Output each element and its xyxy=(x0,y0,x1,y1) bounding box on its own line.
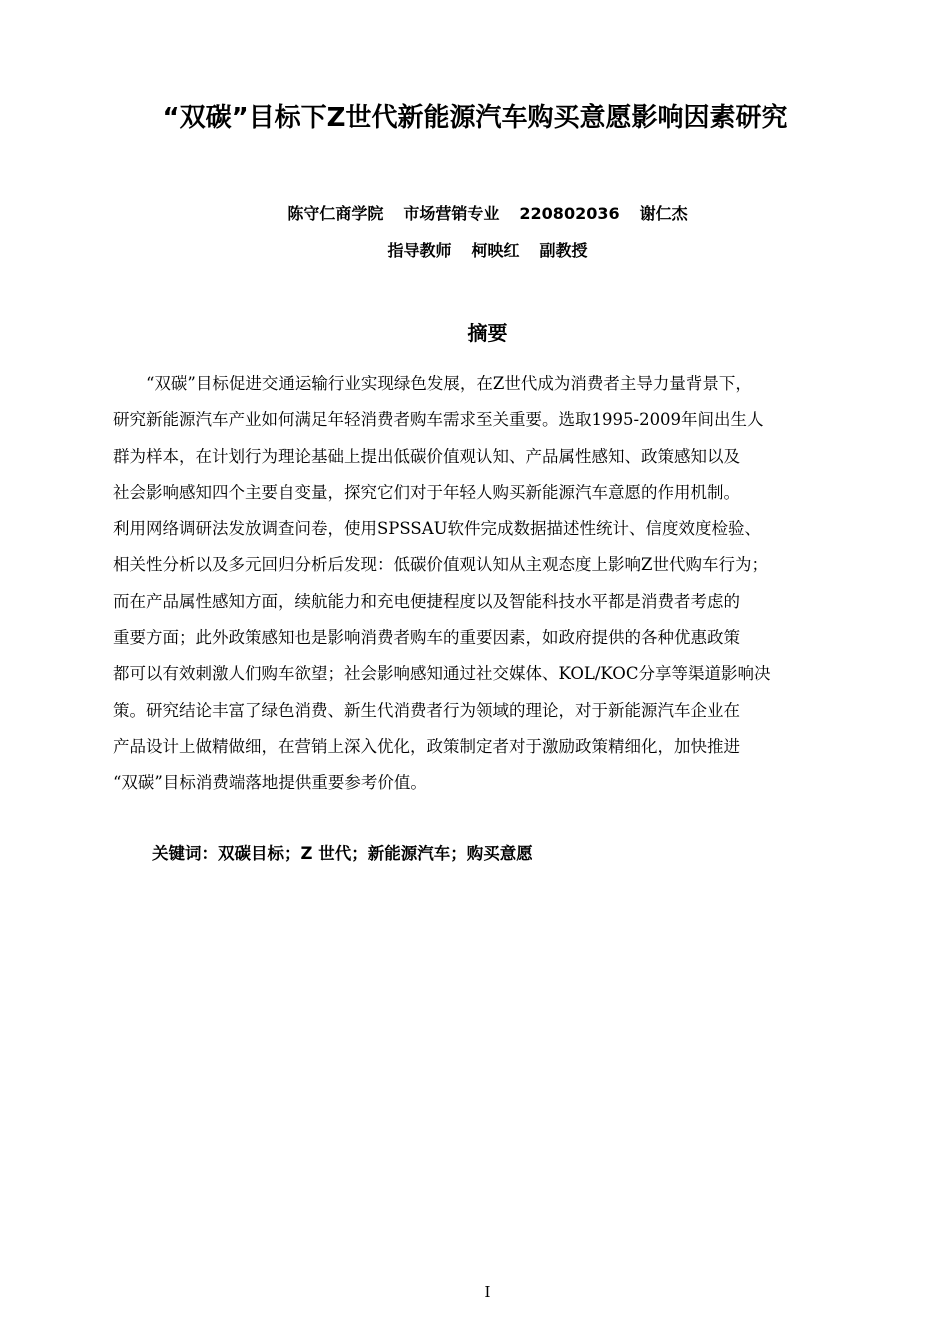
author-info-line xyxy=(0,202,950,226)
advisor-info-line xyxy=(0,239,950,263)
abstract-line: 产品设计上做精做细，在营销上深入优化，政策制定者对于激励政策精细化，加快推进 xyxy=(113,736,740,756)
advisor-label: 指导教师 xyxy=(387,241,452,260)
abstract-line: 研究新能源汽车产业如何满足年轻消费者购车需求至关重要。选取1995-2009年间出生人 xyxy=(113,410,764,430)
abstract-body xyxy=(113,366,873,802)
abstract-line: 相关性分析以及多元回归分析后发现：低碳价值观认知从主观态度上影响Z世代购车行为； xyxy=(113,555,768,575)
student-id: 220802036 xyxy=(519,204,620,223)
abstract-line: 都可以有效刺激人们购车欲望；社会影响感知通过社交媒体、KOL/KOC分享等渠道影响决 xyxy=(113,664,771,684)
abstract-line: 而在产品属性感知方面，续航能力和充电便捷程度以及智能科技水平都是消费者考虑的 xyxy=(113,591,740,611)
keywords-line: 关键词：双碳目标；Z 世代；新能源汽车；购买意愿 xyxy=(152,844,533,863)
page-number: I xyxy=(484,1283,491,1301)
abstract-line: 策。研究结论丰富了绿色消费、新生代消费者行为领域的理论，对于新能源汽车企业在 xyxy=(113,700,740,720)
advisor-title: 副教授 xyxy=(539,241,588,260)
major-name: 市场营销专业 xyxy=(403,204,500,223)
college-name: 陈守仁商学院 xyxy=(287,204,384,223)
advisor-name: 柯映红 xyxy=(471,241,520,260)
student-name: 谢仁杰 xyxy=(639,204,688,223)
abstract-line: “双碳”目标促进交通运输行业实现绿色发展，在Z世代成为消费者主导力量背景下， xyxy=(146,374,752,393)
abstract-line: “双碳”目标消费端落地提供重要参考价值。 xyxy=(113,773,427,793)
abstract-line: 利用网络调研法发放调查问卷，使用SPSSAU软件完成数据描述性统计、信度效度检验、 xyxy=(113,519,762,539)
abstract-line: 群为样本，在计划行为理论基础上提出低碳价值观认知、产品属性感知、政策感知以及 xyxy=(113,446,740,466)
paper-title: “双碳”目标下Z世代新能源汽车购买意愿影响因素研究 xyxy=(162,103,788,133)
abstract-heading: 摘要 xyxy=(467,321,508,345)
abstract-line: 重要方面；此外政策感知也是影响消费者购车的重要因素，如政府提供的各种优惠政策 xyxy=(113,628,740,648)
abstract-line: 社会影响感知四个主要自变量，探究它们对于年轻人购买新能源汽车意愿的作用机制。 xyxy=(113,482,740,502)
